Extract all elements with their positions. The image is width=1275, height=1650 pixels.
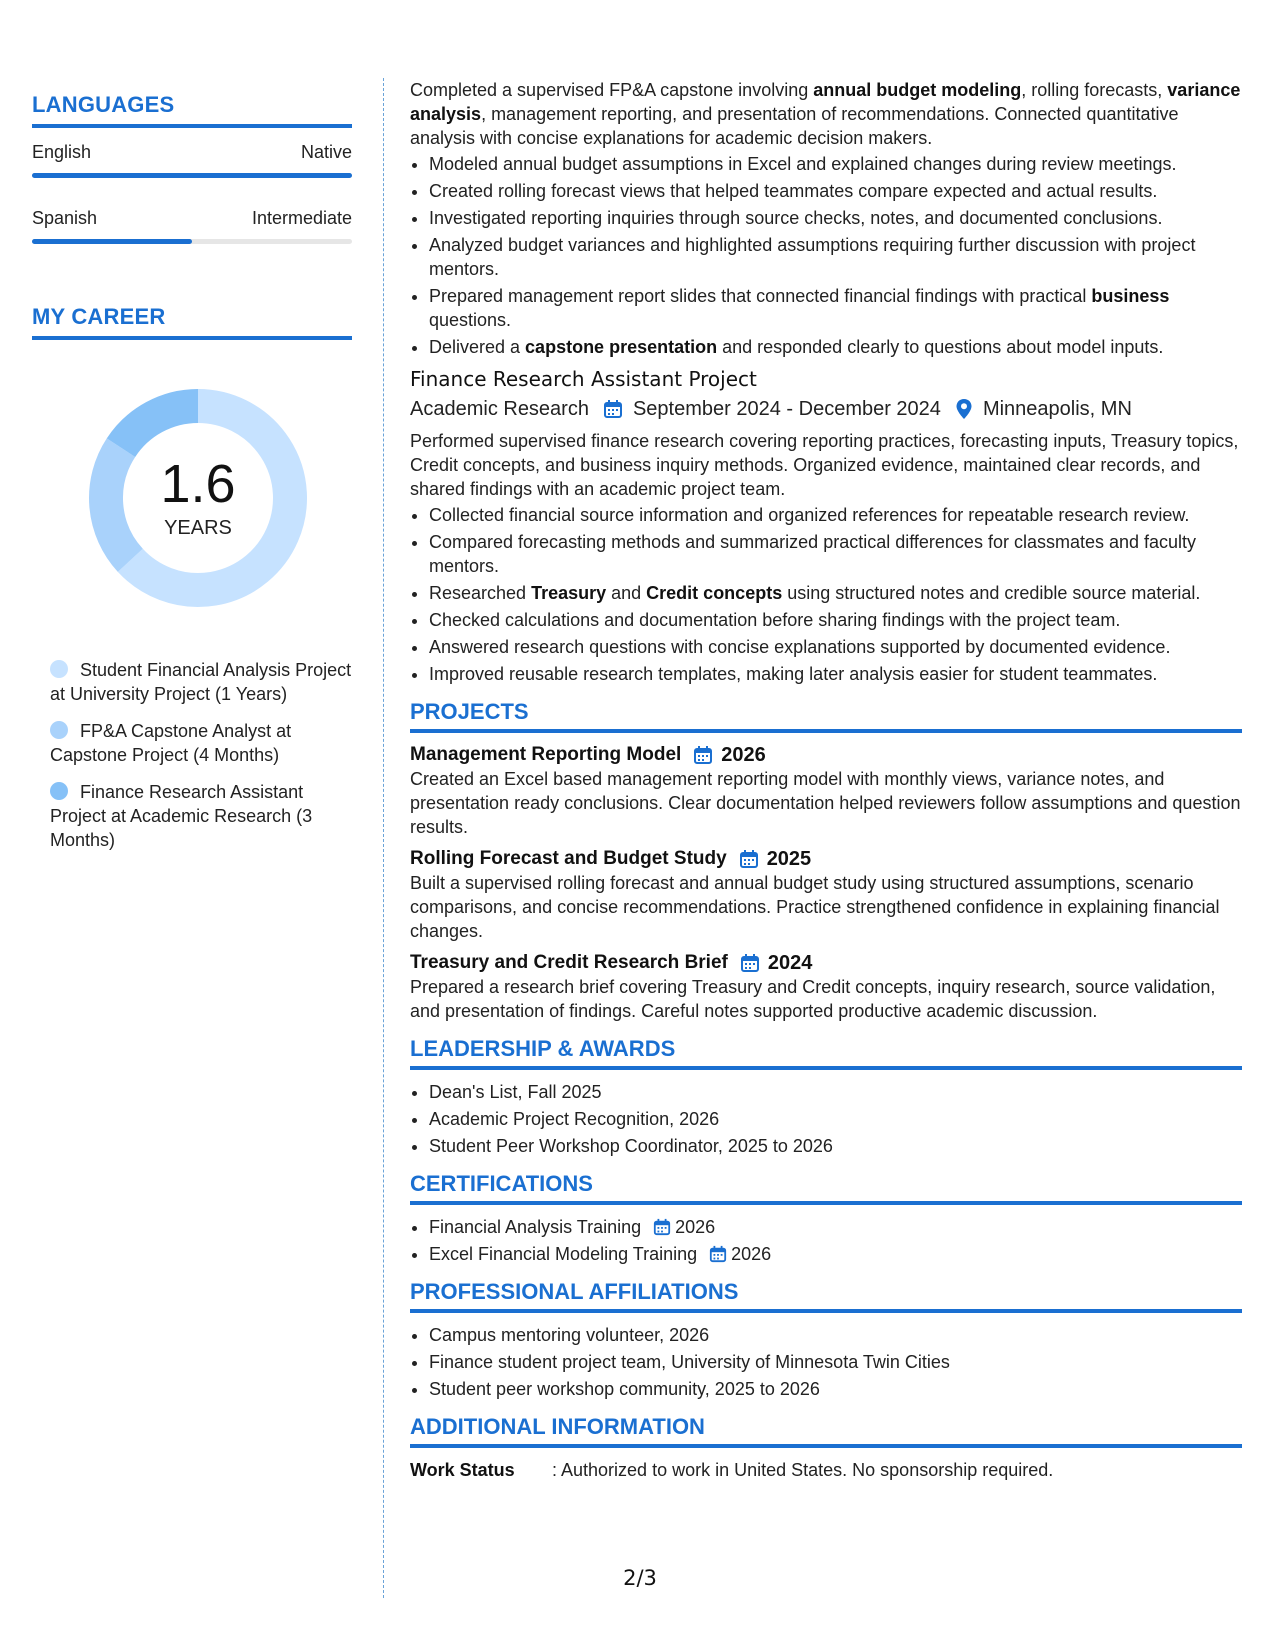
- calendar-icon: [603, 399, 623, 419]
- language-proficiency-bar: [32, 173, 352, 178]
- left-column: [32, 92, 352, 865]
- list-item: • Campus mentoring volunteer, 2026: [429, 1323, 1242, 1347]
- project-year: 2024: [767, 952, 813, 974]
- list-item: [429, 662, 1242, 686]
- bold-text: Credit concepts: [646, 583, 783, 603]
- list-item: [429, 581, 1242, 605]
- career-legend-item: [50, 658, 352, 706]
- list-item: [429, 530, 1242, 578]
- languages-title: LANGUAGES: [32, 92, 352, 128]
- text-run: Investigated reporting inquiries through source checks, notes, and documented conclusions.: [429, 208, 1163, 228]
- text-run: Researched: [429, 583, 532, 603]
- project-year: 2026: [721, 744, 766, 766]
- text-run: Created rolling forecast views that helped teammates compare expected and actual results.: [429, 181, 1158, 201]
- certification-item: [429, 1215, 1242, 1239]
- project-description: Created an Excel based management reporting model with monthly views, variance notes, and presentation ready conclusions. Clear documentation helped reviewers follow assumptions and question results.: [410, 769, 1241, 837]
- project-description: Prepared a research brief covering Treasury and Credit concepts, inquiry research, source validation, and presentation of findings. Careful notes supported productive academic discussion.: [410, 977, 1216, 1021]
- calendar-icon: [740, 953, 760, 973]
- certification-year: 2026: [731, 1244, 772, 1264]
- project-name: Rolling Forecast and Budget Study: [410, 848, 727, 869]
- certification-name: • Financial Analysis Training: [429, 1217, 642, 1237]
- research-location: Minneapolis, MN: [982, 398, 1132, 420]
- career-donut-chart: [78, 378, 318, 618]
- text-run: Completed a supervised FP&A capstone involving: [410, 80, 814, 100]
- calendar-icon: [693, 745, 713, 765]
- research-org: Academic Research: [410, 398, 589, 420]
- research-job-title: Finance Research Assistant Project: [410, 367, 757, 391]
- list-item: [429, 233, 1242, 281]
- certification-row: [429, 1215, 715, 1239]
- calendar-icon: [709, 1245, 727, 1263]
- certifications-title: CERTIFICATIONS: [410, 1172, 1242, 1205]
- projects-list: [410, 743, 1242, 1023]
- work-status-row: [410, 1458, 1242, 1482]
- leadership-list: [410, 1080, 1242, 1158]
- project-title-row: [410, 743, 1242, 767]
- calendar-icon: [739, 849, 759, 869]
- list-item: [429, 284, 1242, 332]
- career-legend-item: [50, 780, 352, 852]
- research-summary: Performed supervised finance research covering reporting practices, forecasting inputs, Treasury topics, Credit concepts, and business inquiry methods. Organized evidence, maintained clear records, and shared findings with an academic project team.: [410, 431, 1239, 499]
- text-run: using structured notes and credible source material.: [782, 583, 1201, 603]
- certification-row: [429, 1242, 771, 1266]
- text-run: questions.: [429, 310, 512, 330]
- text-run: Improved reusable research templates, making later analysis easier for student teammates.: [429, 664, 1158, 684]
- work-status-label: Work Status: [410, 1460, 515, 1480]
- language-row: [32, 208, 352, 229]
- text-run: Prepared management report slides that connected financial findings with practical: [429, 286, 1092, 306]
- career-total-years: 1.6: [160, 453, 236, 514]
- text-run: Modeled annual budget assumptions in Excel and explained changes during review meetings.: [429, 154, 1177, 174]
- text-run: and responded clearly to questions about model inputs.: [717, 337, 1164, 357]
- list-item: • Academic Project Recognition, 2026: [429, 1107, 1242, 1131]
- text-run: Delivered a: [429, 337, 526, 357]
- additional-info-title: ADDITIONAL INFORMATION: [410, 1415, 1242, 1448]
- language-proficiency-bar: [32, 239, 352, 244]
- bold-text: business: [1091, 286, 1170, 306]
- certification-name: • Excel Financial Modeling Training: [429, 1244, 698, 1264]
- language-level: Native: [300, 142, 352, 162]
- language-level: Intermediate: [251, 208, 352, 228]
- project-name: Treasury and Credit Research Brief: [410, 952, 728, 973]
- list-item: [429, 206, 1242, 230]
- list-item: [429, 608, 1242, 632]
- legend-label: FP&A Capstone Analyst at Capstone Project (4 Months): [50, 721, 292, 765]
- certification-year: 2026: [675, 1217, 716, 1237]
- project-title-row: [410, 847, 1242, 871]
- list-item: [429, 152, 1242, 176]
- legend-label: Student Financial Analysis Project at University Project (1 Years): [50, 660, 352, 704]
- list-item: [429, 635, 1242, 659]
- project-description: Built a supervised rolling forecast and annual budget study using structured assumptions, scenario comparisons, and concise recommendations. Practice strengthened confidence in explaining financial changes.: [410, 873, 1220, 941]
- page-number: 2/3: [623, 1566, 657, 1590]
- legend-label: Finance Research Assistant Project at Academic Research (3 Months): [50, 782, 313, 850]
- list-item: [429, 503, 1242, 527]
- bold-text: Treasury: [531, 583, 607, 603]
- right-column: [410, 78, 1242, 1482]
- career-legend: [32, 658, 352, 852]
- legend-dot: [50, 782, 68, 800]
- text-run: Answered research questions with concise explanations supported by documented evidence.: [429, 637, 1171, 657]
- projects-title: PROJECTS: [410, 700, 1242, 733]
- legend-dot: [50, 660, 68, 678]
- work-status-value: : Authorized to work in United States. No sponsorship required.: [552, 1460, 1054, 1480]
- list-item: • Student peer workshop community, 2025 to 2026: [429, 1377, 1242, 1401]
- text-run: Checked calculations and documentation before sharing findings with the project team.: [429, 610, 1121, 630]
- affiliations-title: PROFESSIONAL AFFILIATIONS: [410, 1280, 1242, 1313]
- affiliations-list: [410, 1323, 1242, 1401]
- list-item: [429, 335, 1242, 359]
- text-run: Collected financial source information and organized references for repeatable research review.: [429, 505, 1190, 525]
- project-year: 2025: [766, 848, 812, 870]
- text-run: Analyzed budget variances and highlighted assumptions requiring further discussion with project mentors.: [429, 235, 1196, 279]
- language-name: Spanish: [32, 208, 98, 228]
- legend-dot: [50, 721, 68, 739]
- research-dates: September 2024 - December 2024: [632, 398, 941, 420]
- location-pin-icon: [955, 398, 973, 420]
- project-title-row: [410, 951, 1242, 975]
- capstone-summary: [410, 78, 1242, 150]
- text-run: , rolling forecasts,: [1021, 80, 1168, 100]
- language-proficiency-fill: [32, 239, 192, 244]
- language-name: English: [32, 142, 92, 162]
- project-name: Management Reporting Model: [410, 744, 682, 765]
- certifications-list: [410, 1215, 1242, 1266]
- calendar-icon: [653, 1218, 671, 1236]
- career-total-unit: YEARS: [164, 516, 232, 539]
- text-run: and: [606, 583, 647, 603]
- research-bullet-list: [410, 503, 1242, 686]
- languages-list: [32, 142, 352, 244]
- leadership-title: LEADERSHIP & AWARDS: [410, 1037, 1242, 1070]
- bold-text: capstone presentation: [525, 337, 718, 357]
- list-item: • Student Peer Workshop Coordinator, 2025 to 2026: [429, 1134, 1242, 1158]
- list-item: • Dean's List, Fall 2025: [429, 1080, 1242, 1104]
- research-job-meta: [410, 397, 1242, 421]
- column-divider: [383, 78, 384, 1598]
- career-title: MY CAREER: [32, 304, 352, 340]
- language-proficiency-fill: [32, 173, 352, 178]
- list-item: • Finance student project team, University of Minnesota Twin Cities: [429, 1350, 1242, 1374]
- certification-item: [429, 1242, 1242, 1266]
- language-row: [32, 142, 352, 163]
- bold-text: variance analysis: [410, 80, 1241, 124]
- career-legend-item: [50, 719, 352, 767]
- text-run: , management reporting, and presentation of recommendations. Connected quantitative analysis with concise explanations for academic decision makers.: [410, 104, 1179, 148]
- bold-text: annual budget modeling: [813, 80, 1022, 100]
- text-run: Compared forecasting methods and summarized practical differences for classmates and faculty mentors.: [429, 532, 1197, 576]
- capstone-bullet-list: [410, 152, 1242, 359]
- list-item: [429, 179, 1242, 203]
